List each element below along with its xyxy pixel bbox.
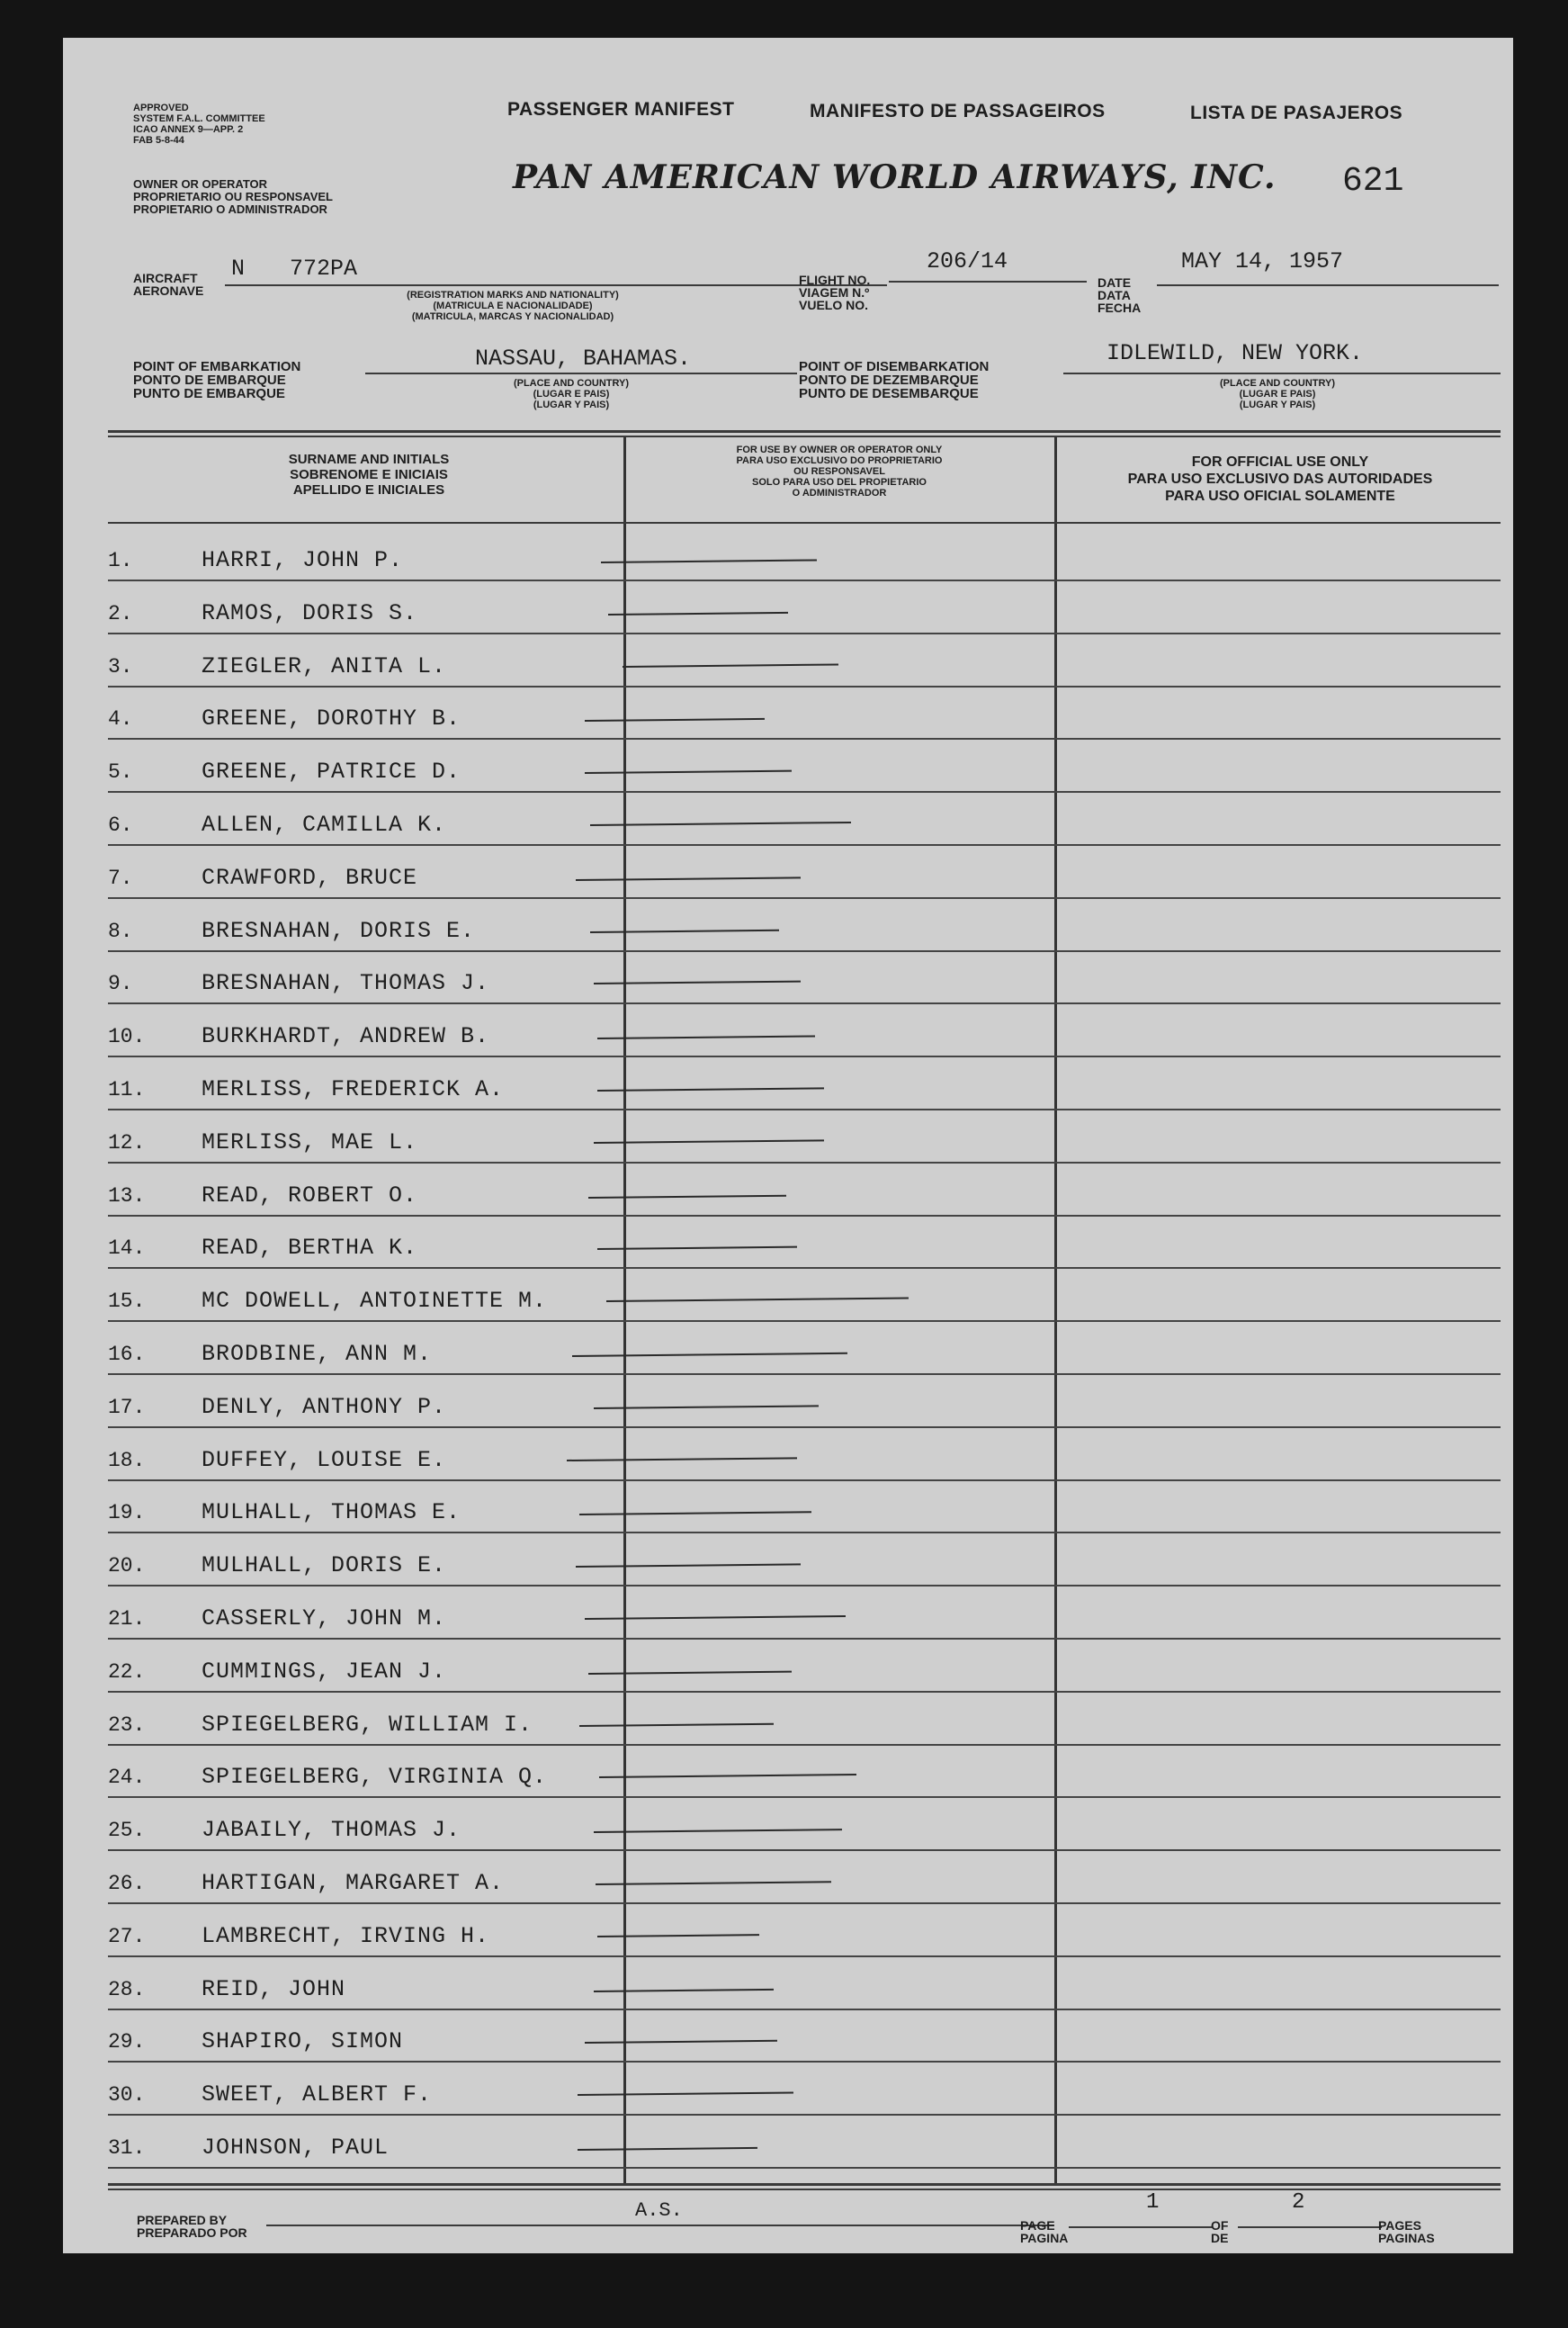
pen-check-mark [594,1988,774,1991]
airline-name: PAN AMERICAN WORLD AIRWAYS, INC. [513,158,1277,196]
aircraft-label: AIRCRAFT AERONAVE [133,271,204,298]
title-es: LISTA DE PASAJEROS [1190,103,1403,123]
row-rule [108,1532,1501,1533]
passenger-name: BRESNAHAN, DORIS E. [202,917,476,944]
row-rule [108,1109,1501,1110]
row-number: 23. [108,1712,146,1737]
row-number: 21. [108,1607,146,1631]
pen-check-mark [588,1670,792,1674]
approval-line: ICAO ANNEX 9—APP. 2 [133,124,244,135]
row-rule [108,1849,1501,1851]
row-rule [108,1479,1501,1481]
pen-check-mark [590,929,779,932]
row-number: 30. [108,2083,146,2108]
row-rule [108,1691,1501,1693]
passenger-name: SWEET, ALBERT F. [202,2081,433,2108]
row-number: 13. [108,1183,146,1208]
row-number: 29. [108,2030,146,2054]
approval-line: SYSTEM F.A.L. COMMITTEE [133,113,265,124]
pen-check-mark [599,1774,856,1778]
pen-check-mark [578,2092,793,2097]
row-rule [108,2114,1501,2116]
passenger-name: HARRI, JOHN P. [202,547,404,573]
passenger-name: MERLISS, MAE L. [202,1128,418,1155]
passenger-name: SHAPIRO, SIMON [202,2028,404,2055]
aircraft-prefix: N [231,256,246,282]
pen-check-mark [578,2147,757,2151]
pen-check-mark [576,876,801,881]
disembarkation-caption: (PLACE AND COUNTRY) (LUGAR E PAIS) (LUGAR Y PAIS) [1219,378,1336,410]
pen-check-mark [596,1881,831,1885]
embarkation-place: NASSAU, BAHAMAS. [475,346,692,372]
flight-number: 206/14 [927,248,1008,274]
row-rule [108,1320,1501,1322]
row-rule [108,1638,1501,1640]
pen-check-mark [594,1405,819,1409]
passenger-name: MULHALL, THOMAS E. [202,1499,461,1526]
passenger-name: DENLY, ANTHONY P. [202,1393,447,1420]
passenger-name: LAMBRECHT, IRVING H. [202,1922,490,1949]
passenger-name: BRODBINE, ANN M. [202,1341,433,1367]
row-number: 10. [108,1025,146,1049]
embarkation-underline [365,373,797,374]
row-number: 17. [108,1395,146,1419]
page-underline [1069,2226,1213,2228]
row-number: 3. [108,654,133,679]
disembarkation-label: POINT OF DISEMBARKATION PONTO DE DEZEMBARQUE PUNTO DE DESEMBARQUE [799,359,990,401]
registration-caption: (REGISTRATION MARKS AND NATIONALITY) (MATRICULA E NACIONALIDADE) (MATRICULA, MARCAS Y NACIONALIDAD) [407,290,619,322]
pen-check-mark [585,718,765,722]
pen-check-mark [597,1246,797,1250]
row-rule [108,686,1501,688]
passenger-name: RAMOS, DORIS S. [202,599,418,626]
row-rule [108,897,1501,899]
passenger-name: READ, ROBERT O. [202,1182,418,1209]
row-number: 20. [108,1554,146,1578]
of-label: OF DE [1211,2218,1229,2245]
pen-check-mark [585,2040,777,2044]
passenger-name: GREENE, PATRICE D. [202,759,461,786]
row-rule [108,1267,1501,1269]
passenger-name: CRAWFORD, BRUCE [202,864,418,891]
pen-check-mark [572,1353,847,1357]
pen-check-mark [594,1829,842,1833]
row-rule [108,2061,1501,2063]
pen-check-mark [594,1139,824,1144]
column-divider [1054,437,1057,2183]
prepared-by-initials: A.S. [635,2199,683,2222]
table-top-rule [108,430,1501,433]
row-number: 1. [108,549,133,572]
aircraft-registration: 772PA [290,256,358,282]
row-rule [108,1796,1501,1798]
passenger-name: ZIEGLER, ANITA L. [202,652,447,679]
row-number: 2. [108,601,133,625]
row-number: 24. [108,1766,146,1790]
disembarkation-underline [1063,373,1501,374]
manifest-page [63,38,1513,2253]
total-underline [1238,2226,1382,2228]
passenger-name: ALLEN, CAMILLA K. [202,812,447,838]
pen-check-mark [597,1934,759,1937]
passenger-name: REID, JOHN [202,1975,346,2002]
row-number: 25. [108,1819,146,1843]
column-header-operator: FOR USE BY OWNER OR OPERATOR ONLY PARA USO EXCLUSIVO DO PROPRIETARIO OU RESPONSAVEL SOLO PARA USO DEL PROPIETARIO O ADMINISTRADOR [736,445,943,499]
row-number: 28. [108,1977,146,2001]
row-number: 18. [108,1448,146,1472]
row-number: 31. [108,2136,146,2160]
row-rule [108,1902,1501,1904]
document-number: 621 [1342,162,1404,201]
row-rule [108,1426,1501,1428]
embarkation-label: POINT OF EMBARKATION PONTO DE EMBARQUE PUNTO DE EMBARQUE [133,359,301,401]
pen-check-mark [567,1457,797,1461]
passenger-name: CUMMINGS, JEAN J. [202,1658,447,1685]
row-number: 27. [108,1924,146,1948]
row-number: 12. [108,1130,146,1155]
passenger-name: GREENE, DOROTHY B. [202,706,461,733]
page-total: 2 [1292,2190,1305,2215]
row-rule [108,738,1501,740]
row-rule [108,1585,1501,1586]
flight-label: FLIGHT NO. VIAGEM N.º VUELO NO. [799,273,871,312]
passenger-name: CASSERLY, JOHN M. [202,1605,447,1631]
passenger-name: SPIEGELBERG, WILLIAM I. [202,1711,533,1738]
row-number: 5. [108,760,133,785]
pages-label: PAGES PAGINAS [1378,2218,1435,2245]
pen-check-mark [608,612,788,616]
row-number: 16. [108,1343,146,1366]
approval-block [133,103,265,146]
pen-check-mark [623,663,838,668]
prepared-by-underline [266,2225,1054,2226]
row-number: 11. [108,1078,146,1101]
row-number: 4. [108,707,133,732]
date-underline [1157,284,1499,286]
passenger-name: MULHALL, DORIS E. [202,1552,447,1579]
passenger-name: BURKHARDT, ANDREW B. [202,1023,490,1050]
column-divider [623,437,626,2183]
row-rule [108,1056,1501,1057]
flight-underline [889,281,1087,283]
row-number: 9. [108,972,133,996]
row-number: 6. [108,813,133,837]
aircraft-underline [225,284,887,286]
passenger-name: HARTIGAN, MARGARET A. [202,1870,505,1896]
row-rule [108,791,1501,793]
row-rule [108,633,1501,634]
row-rule [108,1744,1501,1746]
row-number: 22. [108,1659,146,1684]
row-rule [108,2009,1501,2010]
passenger-name: BRESNAHAN, THOMAS J. [202,970,490,997]
date-label: DATE DATA FECHA [1098,275,1142,315]
embarkation-caption: (PLACE AND COUNTRY) (LUGAR E PAIS) (LUGAR Y PAIS) [513,378,630,410]
owner-label: OWNER OR OPERATOR PROPRIETARIO OU RESPONSAVEL PROPIETARIO O ADMINISTRADOR [133,177,333,216]
disembarkation-place: IDLEWILD, NEW YORK. [1107,340,1364,366]
table-top-rule-inner [108,436,1501,437]
row-number: 7. [108,866,133,890]
row-number: 8. [108,919,133,943]
row-rule [108,1162,1501,1164]
passenger-name: JABAILY, THOMAS J. [202,1817,461,1844]
title-en: PASSENGER MANIFEST [507,99,735,120]
approval-line: APPROVED [133,103,189,113]
row-number: 19. [108,1501,146,1525]
column-header-official: FOR OFFICIAL USE ONLY PARA USO EXCLUSIVO DAS AUTORIDADES PARA USO OFICIAL SOLAMENTE [1127,454,1433,504]
prepared-by-label: PREPARED BY PREPARADO POR [137,2213,247,2240]
pen-check-mark [576,1564,801,1568]
page-label: PAGE PAGINA [1020,2218,1069,2245]
pen-check-mark [590,822,851,826]
pen-check-mark [579,1512,811,1516]
row-rule [108,1002,1501,1004]
column-header-surname: SURNAME AND INITIALS SOBRENOME E INICIAIS APELLIDO E INICIALES [288,452,450,498]
pen-check-mark [601,559,817,563]
row-rule [108,1215,1501,1217]
pen-check-mark [585,770,792,774]
passenger-name: READ, BERTHA K. [202,1235,418,1262]
pen-check-mark [588,1194,786,1198]
passenger-name: MC DOWELL, ANTOINETTE M. [202,1288,548,1315]
row-rule [108,950,1501,952]
approval-line: FAB 5-8-44 [133,135,184,146]
passenger-name: JOHNSON, PAUL [202,2135,390,2161]
row-rule [108,1955,1501,1957]
flight-date: MAY 14, 1957 [1181,248,1344,274]
header-bottom-rule [108,522,1501,524]
passenger-name: DUFFEY, LOUISE E. [202,1446,447,1473]
row-number: 14. [108,1236,146,1261]
table-bottom-rule [108,2183,1501,2186]
title-pt: MANIFESTO DE PASSAGEIROS [810,101,1106,121]
row-number: 26. [108,1872,146,1895]
passenger-name: SPIEGELBERG, VIRGINIA Q. [202,1764,548,1791]
row-rule [108,2167,1501,2169]
pen-check-mark [606,1298,909,1303]
pen-check-mark [579,1722,774,1726]
pen-check-mark [597,1036,815,1040]
row-rule [108,1373,1501,1375]
row-rule [108,844,1501,846]
row-rule [108,580,1501,581]
row-number: 15. [108,1290,146,1314]
pen-check-mark [597,1087,824,1092]
passenger-name: MERLISS, FREDERICK A. [202,1076,505,1102]
page-number: 1 [1146,2190,1160,2215]
